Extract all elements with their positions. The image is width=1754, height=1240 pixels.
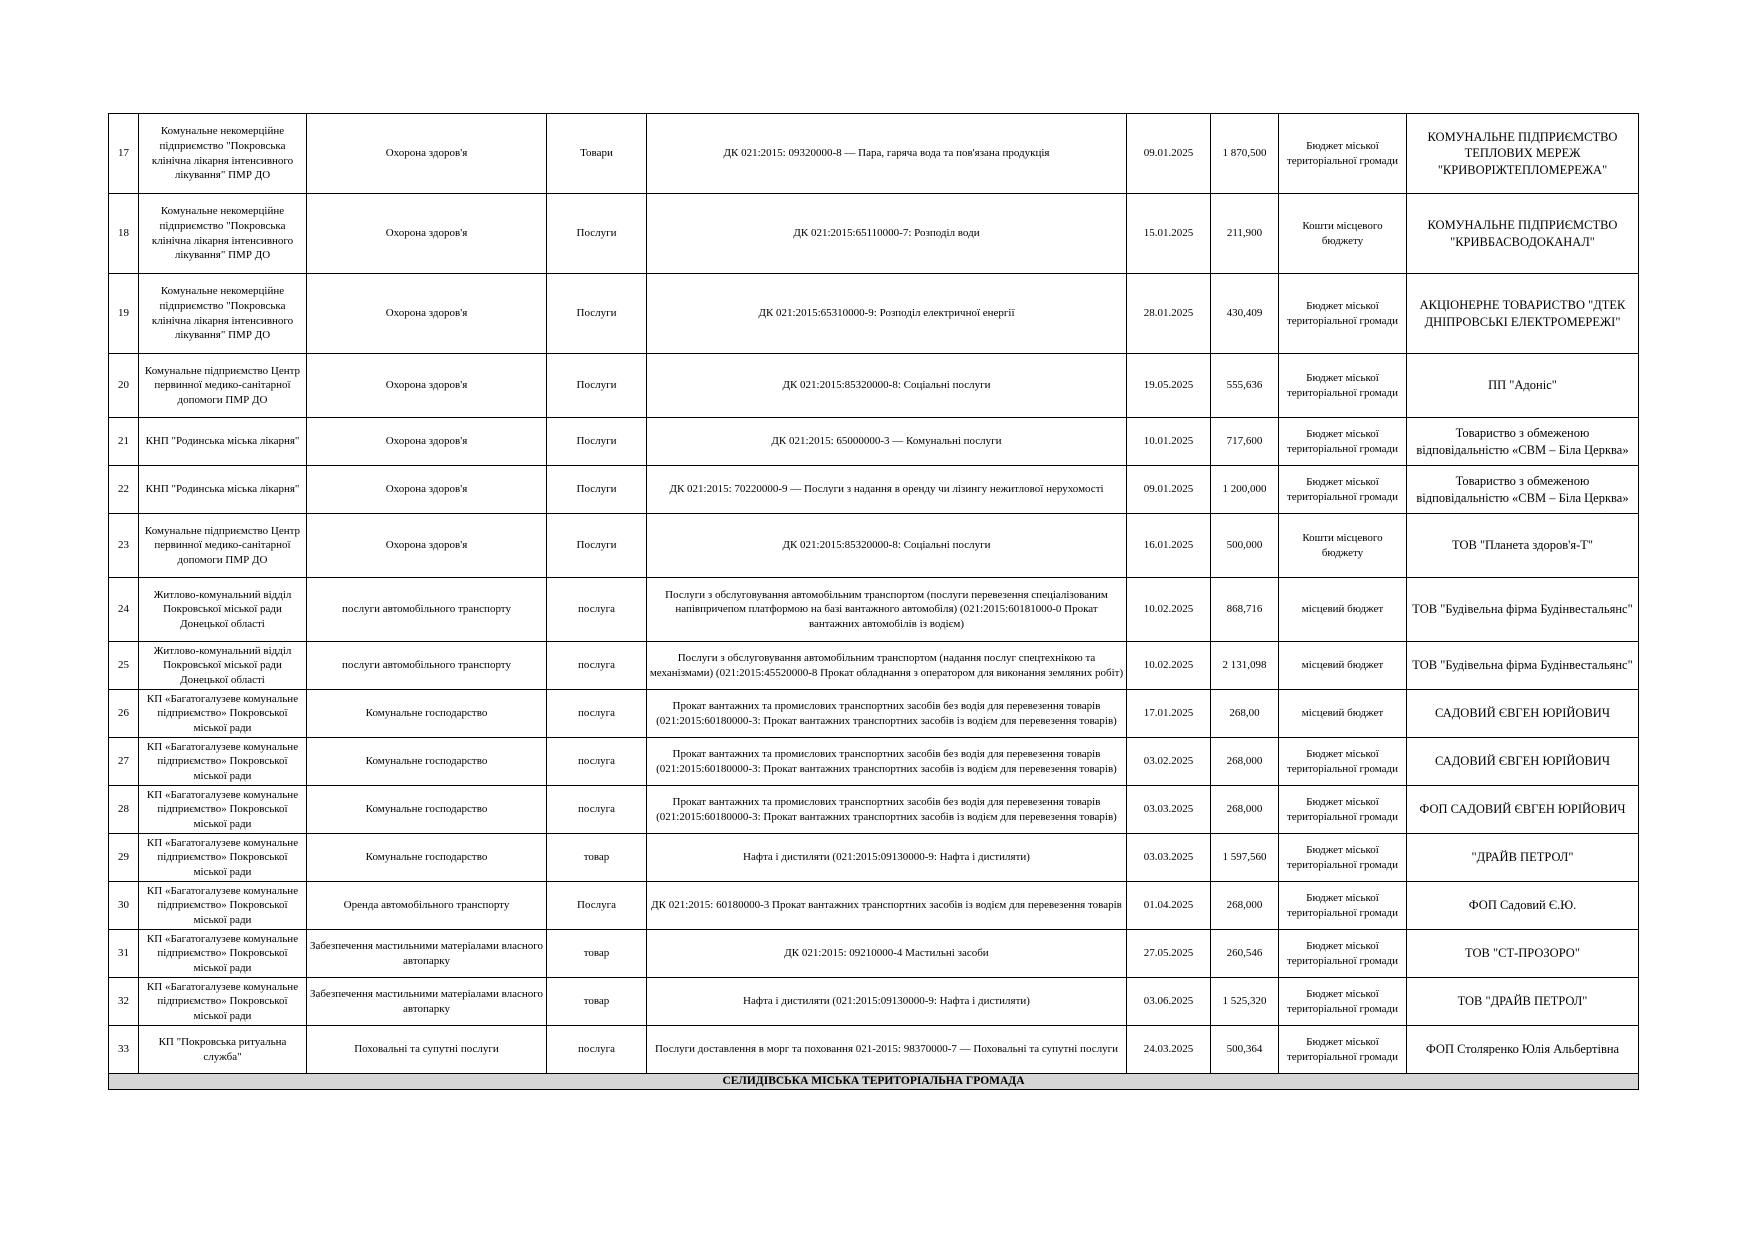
supplier-cell: ФОП САДОВИЙ ЄВГЕН ЮРІЙОВИЧ: [1407, 786, 1639, 834]
organization-cell: КНП "Родинська міська лікарня": [139, 418, 307, 466]
organization-cell: КП «Багатогалузеве комунальне підприємство» Покровської міської ради: [139, 834, 307, 882]
organization-cell: Комунальне некомерційне підприємство "Покровська клінічна лікарня інтенсивного лікування" ПМР ДО: [139, 274, 307, 354]
organization-cell: КП «Багатогалузеве комунальне підприємство» Покровської міської ради: [139, 738, 307, 786]
procurement-type-cell: послуга: [547, 786, 647, 834]
date-cell: 03.06.2025: [1127, 978, 1211, 1026]
amount-cell: 717,600: [1211, 418, 1279, 466]
table-row: [109, 930, 1639, 978]
row-number-cell: 32: [109, 978, 139, 1026]
row-number-cell: 22: [109, 466, 139, 514]
date-cell: 03.03.2025: [1127, 834, 1211, 882]
amount-cell: 1 870,500: [1211, 114, 1279, 194]
date-cell: 09.01.2025: [1127, 466, 1211, 514]
funding-source-cell: Бюджет міської територіальної громади: [1279, 738, 1407, 786]
row-number-cell: 23: [109, 514, 139, 578]
table-row: [109, 114, 1639, 194]
date-cell: 15.01.2025: [1127, 194, 1211, 274]
procurement-type-cell: товар: [547, 930, 647, 978]
organization-cell: КП «Багатогалузеве комунальне підприємство» Покровської міської ради: [139, 978, 307, 1026]
procurement-type-cell: Послуги: [547, 354, 647, 418]
amount-cell: 1 200,000: [1211, 466, 1279, 514]
amount-cell: 1 597,560: [1211, 834, 1279, 882]
date-cell: 27.05.2025: [1127, 930, 1211, 978]
amount-cell: 260,546: [1211, 930, 1279, 978]
table-row: [109, 1026, 1639, 1074]
amount-cell: 268,000: [1211, 882, 1279, 930]
supplier-cell: КОМУНАЛЬНЕ ПІДПРИЄМСТВО "КРИВБАСВОДОКАНАЛ": [1407, 194, 1639, 274]
amount-cell: 500,000: [1211, 514, 1279, 578]
supplier-cell: КОМУНАЛЬНЕ ПІДПРИЄМСТВО ТЕПЛОВИХ МЕРЕЖ "КРИВОРІЖТЕПЛОМЕРЕЖА": [1407, 114, 1639, 194]
subject-cell: ДК 021:2015: 70220000-9 — Послуги з надання в оренду чи лізингу нежитлової нерухомості: [647, 466, 1127, 514]
row-number-cell: 19: [109, 274, 139, 354]
subject-cell: Прокат вантажних та промислових транспортних засобів без водія для перевезення товарів (021:2015:60180000-3: Прокат вантажних транспортних засобів із водієм для перевезення товарів): [647, 786, 1127, 834]
procurement-type-cell: послуга: [547, 738, 647, 786]
funding-source-cell: Бюджет міської територіальної громади: [1279, 834, 1407, 882]
sector-cell: Комунальне господарство: [307, 690, 547, 738]
sector-cell: Забезпечення мастильними матеріалами власного автопарку: [307, 978, 547, 1026]
row-number-cell: 21: [109, 418, 139, 466]
table-row: [109, 738, 1639, 786]
sector-cell: Охорона здоров'я: [307, 194, 547, 274]
organization-cell: КП "Покровська ритуальна служба": [139, 1026, 307, 1074]
date-cell: 10.01.2025: [1127, 418, 1211, 466]
sector-cell: Комунальне господарство: [307, 786, 547, 834]
table-row: [109, 514, 1639, 578]
table-body: [109, 114, 1639, 1090]
amount-cell: 430,409: [1211, 274, 1279, 354]
sector-cell: Забезпечення мастильними матеріалами власного автопарку: [307, 930, 547, 978]
subject-cell: ДК 021:2015:85320000-8: Соціальні послуги: [647, 514, 1127, 578]
amount-cell: 2 131,098: [1211, 642, 1279, 690]
funding-source-cell: Бюджет міської територіальної громади: [1279, 114, 1407, 194]
date-cell: 01.04.2025: [1127, 882, 1211, 930]
procurement-type-cell: послуга: [547, 690, 647, 738]
amount-cell: 500,364: [1211, 1026, 1279, 1074]
procurement-type-cell: Послуги: [547, 418, 647, 466]
procurement-type-cell: Товари: [547, 114, 647, 194]
table-row: [109, 882, 1639, 930]
procurement-type-cell: послуга: [547, 642, 647, 690]
section-heading: СЕЛИДІВСЬКА МІСЬКА ТЕРИТОРІАЛЬНА ГРОМАДА: [109, 1074, 1639, 1090]
table-row: [109, 466, 1639, 514]
row-number-cell: 27: [109, 738, 139, 786]
amount-cell: 268,000: [1211, 738, 1279, 786]
organization-cell: Житлово-комунальний відділ Покровської міської ради Донецької області: [139, 578, 307, 642]
funding-source-cell: Бюджет міської територіальної громади: [1279, 274, 1407, 354]
procurement-type-cell: товар: [547, 834, 647, 882]
funding-source-cell: місцевий бюджет: [1279, 690, 1407, 738]
organization-cell: КП «Багатогалузеве комунальне підприємство» Покровської міської ради: [139, 930, 307, 978]
procurement-type-cell: Послуги: [547, 514, 647, 578]
subject-cell: Послуги доставлення в морг та поховання 021-2015: 98370000-7 — Поховальні та супутні послуги: [647, 1026, 1127, 1074]
subject-cell: Прокат вантажних та промислових транспортних засобів без водія для перевезення товарів (021:2015:60180000-3: Прокат вантажних транспортних засобів із водієм для перевезення товарів): [647, 690, 1127, 738]
row-number-cell: 33: [109, 1026, 139, 1074]
sector-cell: Охорона здоров'я: [307, 514, 547, 578]
row-number-cell: 29: [109, 834, 139, 882]
subject-cell: Прокат вантажних та промислових транспортних засобів без водія для перевезення товарів (021:2015:60180000-3: Прокат вантажних транспортних засобів із водієм для перевезення товарів): [647, 738, 1127, 786]
date-cell: 17.01.2025: [1127, 690, 1211, 738]
organization-cell: Комунальне некомерційне підприємство "Покровська клінічна лікарня інтенсивного лікування" ПМР ДО: [139, 114, 307, 194]
funding-source-cell: місцевий бюджет: [1279, 642, 1407, 690]
procurement-type-cell: Послуги: [547, 194, 647, 274]
supplier-cell: Товариство з обмеженою відповідальністю «СВМ – Біла Церква»: [1407, 418, 1639, 466]
sector-cell: послуги автомобільного транспорту: [307, 578, 547, 642]
sector-cell: Оренда автомобільного транспорту: [307, 882, 547, 930]
sector-cell: послуги автомобільного транспорту: [307, 642, 547, 690]
amount-cell: 1 525,320: [1211, 978, 1279, 1026]
table-row: [109, 834, 1639, 882]
organization-cell: КП «Багатогалузеве комунальне підприємство» Покровської міської ради: [139, 690, 307, 738]
amount-cell: 211,900: [1211, 194, 1279, 274]
sector-cell: Охорона здоров'я: [307, 114, 547, 194]
supplier-cell: САДОВИЙ ЄВГЕН ЮРІЙОВИЧ: [1407, 738, 1639, 786]
table-row: [109, 354, 1639, 418]
date-cell: 24.03.2025: [1127, 1026, 1211, 1074]
funding-source-cell: Кошти місцевого бюджету: [1279, 514, 1407, 578]
funding-source-cell: Бюджет міської територіальної громади: [1279, 786, 1407, 834]
organization-cell: Житлово-комунальний відділ Покровської міської ради Донецької області: [139, 642, 307, 690]
sector-cell: Охорона здоров'я: [307, 354, 547, 418]
date-cell: 10.02.2025: [1127, 642, 1211, 690]
funding-source-cell: Бюджет міської територіальної громади: [1279, 882, 1407, 930]
procurement-type-cell: Послуги: [547, 466, 647, 514]
table-row: [109, 690, 1639, 738]
funding-source-cell: місцевий бюджет: [1279, 578, 1407, 642]
supplier-cell: ТОВ "Будівельна фірма Будінвестальянс": [1407, 578, 1639, 642]
subject-cell: ДК 021:2015: 60180000-3 Прокат вантажних транспортних засобів із водієм для перевезення товарів: [647, 882, 1127, 930]
table-row: [109, 274, 1639, 354]
organization-cell: Комунальне підприємство Центр первинної медико-санітарної допомоги ПМР ДО: [139, 354, 307, 418]
sector-cell: Охорона здоров'я: [307, 466, 547, 514]
row-number-cell: 17: [109, 114, 139, 194]
subject-cell: Послуги з обслуговування автомобільним транспортом (надання послуг спецтехнікою та механізмами) (021:2015:45520000-8 Прокат обладнання з оператором для виконання земляних робіт): [647, 642, 1127, 690]
table-row: [109, 786, 1639, 834]
amount-cell: 868,716: [1211, 578, 1279, 642]
date-cell: 19.05.2025: [1127, 354, 1211, 418]
supplier-cell: ТОВ "СТ-ПРОЗОРО": [1407, 930, 1639, 978]
row-number-cell: 25: [109, 642, 139, 690]
sector-cell: Комунальне господарство: [307, 738, 547, 786]
organization-cell: КП «Багатогалузеве комунальне підприємство» Покровської міської ради: [139, 786, 307, 834]
subject-cell: ДК 021:2015:85320000-8: Соціальні послуги: [647, 354, 1127, 418]
supplier-cell: ФОП Столяренко Юлія Альбертівна: [1407, 1026, 1639, 1074]
sector-cell: Охорона здоров'я: [307, 274, 547, 354]
section-heading-row: [109, 1074, 1639, 1090]
amount-cell: 555,636: [1211, 354, 1279, 418]
supplier-cell: "ДРАЙВ ПЕТРОЛ": [1407, 834, 1639, 882]
sector-cell: Поховальні та супутні послуги: [307, 1026, 547, 1074]
table-row: [109, 194, 1639, 274]
supplier-cell: АКЦІОНЕРНЕ ТОВАРИСТВО "ДТЕК ДНІПРОВСЬКІ ЕЛЕКТРОМЕРЕЖІ": [1407, 274, 1639, 354]
procurement-type-cell: товар: [547, 978, 647, 1026]
row-number-cell: 26: [109, 690, 139, 738]
funding-source-cell: Бюджет міської територіальної громади: [1279, 1026, 1407, 1074]
row-number-cell: 30: [109, 882, 139, 930]
date-cell: 03.02.2025: [1127, 738, 1211, 786]
supplier-cell: САДОВИЙ ЄВГЕН ЮРІЙОВИЧ: [1407, 690, 1639, 738]
funding-source-cell: Бюджет міської територіальної громади: [1279, 418, 1407, 466]
organization-cell: Комунальне некомерційне підприємство "Покровська клінічна лікарня інтенсивного лікування" ПМР ДО: [139, 194, 307, 274]
procurement-type-cell: послуга: [547, 578, 647, 642]
date-cell: 28.01.2025: [1127, 274, 1211, 354]
organization-cell: КП «Багатогалузеве комунальне підприємство» Покровської міської ради: [139, 882, 307, 930]
funding-source-cell: Бюджет міської територіальної громади: [1279, 466, 1407, 514]
date-cell: 03.03.2025: [1127, 786, 1211, 834]
date-cell: 16.01.2025: [1127, 514, 1211, 578]
date-cell: 10.02.2025: [1127, 578, 1211, 642]
table-row: [109, 978, 1639, 1026]
date-cell: 09.01.2025: [1127, 114, 1211, 194]
funding-source-cell: Бюджет міської територіальної громади: [1279, 354, 1407, 418]
funding-source-cell: Кошти місцевого бюджету: [1279, 194, 1407, 274]
subject-cell: Послуги з обслуговування автомобільним транспортом (послуги перевезення спеціалізованим напівпричепом платформою на базі вантажного автомобіля) (021:2015:60181000-0 Прокат вантажних автомобілів із водієм): [647, 578, 1127, 642]
procurement-table: [108, 113, 1639, 1090]
subject-cell: ДК 021:2015:65310000-9: Розподіл електричної енергії: [647, 274, 1127, 354]
row-number-cell: 18: [109, 194, 139, 274]
procurement-type-cell: Послуга: [547, 882, 647, 930]
row-number-cell: 20: [109, 354, 139, 418]
subject-cell: Нафта і дистиляти (021:2015:09130000-9: Нафта і дистиляти): [647, 978, 1127, 1026]
supplier-cell: ТОВ "ДРАЙВ ПЕТРОЛ": [1407, 978, 1639, 1026]
funding-source-cell: Бюджет міської територіальної громади: [1279, 930, 1407, 978]
row-number-cell: 24: [109, 578, 139, 642]
row-number-cell: 28: [109, 786, 139, 834]
amount-cell: 268,000: [1211, 786, 1279, 834]
amount-cell: 268,00: [1211, 690, 1279, 738]
supplier-cell: ТОВ "Будівельна фірма Будінвестальянс": [1407, 642, 1639, 690]
table-row: [109, 418, 1639, 466]
table-row: [109, 642, 1639, 690]
procurement-type-cell: Послуги: [547, 274, 647, 354]
organization-cell: КНП "Родинська міська лікарня": [139, 466, 307, 514]
table-row: [109, 578, 1639, 642]
subject-cell: ДК 021:2015: 09210000-4 Мастильні засоби: [647, 930, 1127, 978]
subject-cell: ДК 021:2015: 65000000-3 — Комунальні послуги: [647, 418, 1127, 466]
organization-cell: Комунальне підприємство Центр первинної медико-санітарної допомоги ПМР ДО: [139, 514, 307, 578]
subject-cell: ДК 021:2015:65110000-7: Розподіл води: [647, 194, 1127, 274]
procurement-type-cell: послуга: [547, 1026, 647, 1074]
sector-cell: Охорона здоров'я: [307, 418, 547, 466]
funding-source-cell: Бюджет міської територіальної громади: [1279, 978, 1407, 1026]
supplier-cell: ПП "Адоніс": [1407, 354, 1639, 418]
row-number-cell: 31: [109, 930, 139, 978]
supplier-cell: ТОВ "Планета здоров'я-Т": [1407, 514, 1639, 578]
supplier-cell: ФОП Садовий Є.Ю.: [1407, 882, 1639, 930]
subject-cell: ДК 021:2015: 09320000-8 — Пара, гаряча вода та пов'язана продукція: [647, 114, 1127, 194]
sector-cell: Комунальне господарство: [307, 834, 547, 882]
subject-cell: Нафта і дистиляти (021:2015:09130000-9: Нафта і дистиляти): [647, 834, 1127, 882]
supplier-cell: Товариство з обмеженою відповідальністю «СВМ – Біла Церква»: [1407, 466, 1639, 514]
